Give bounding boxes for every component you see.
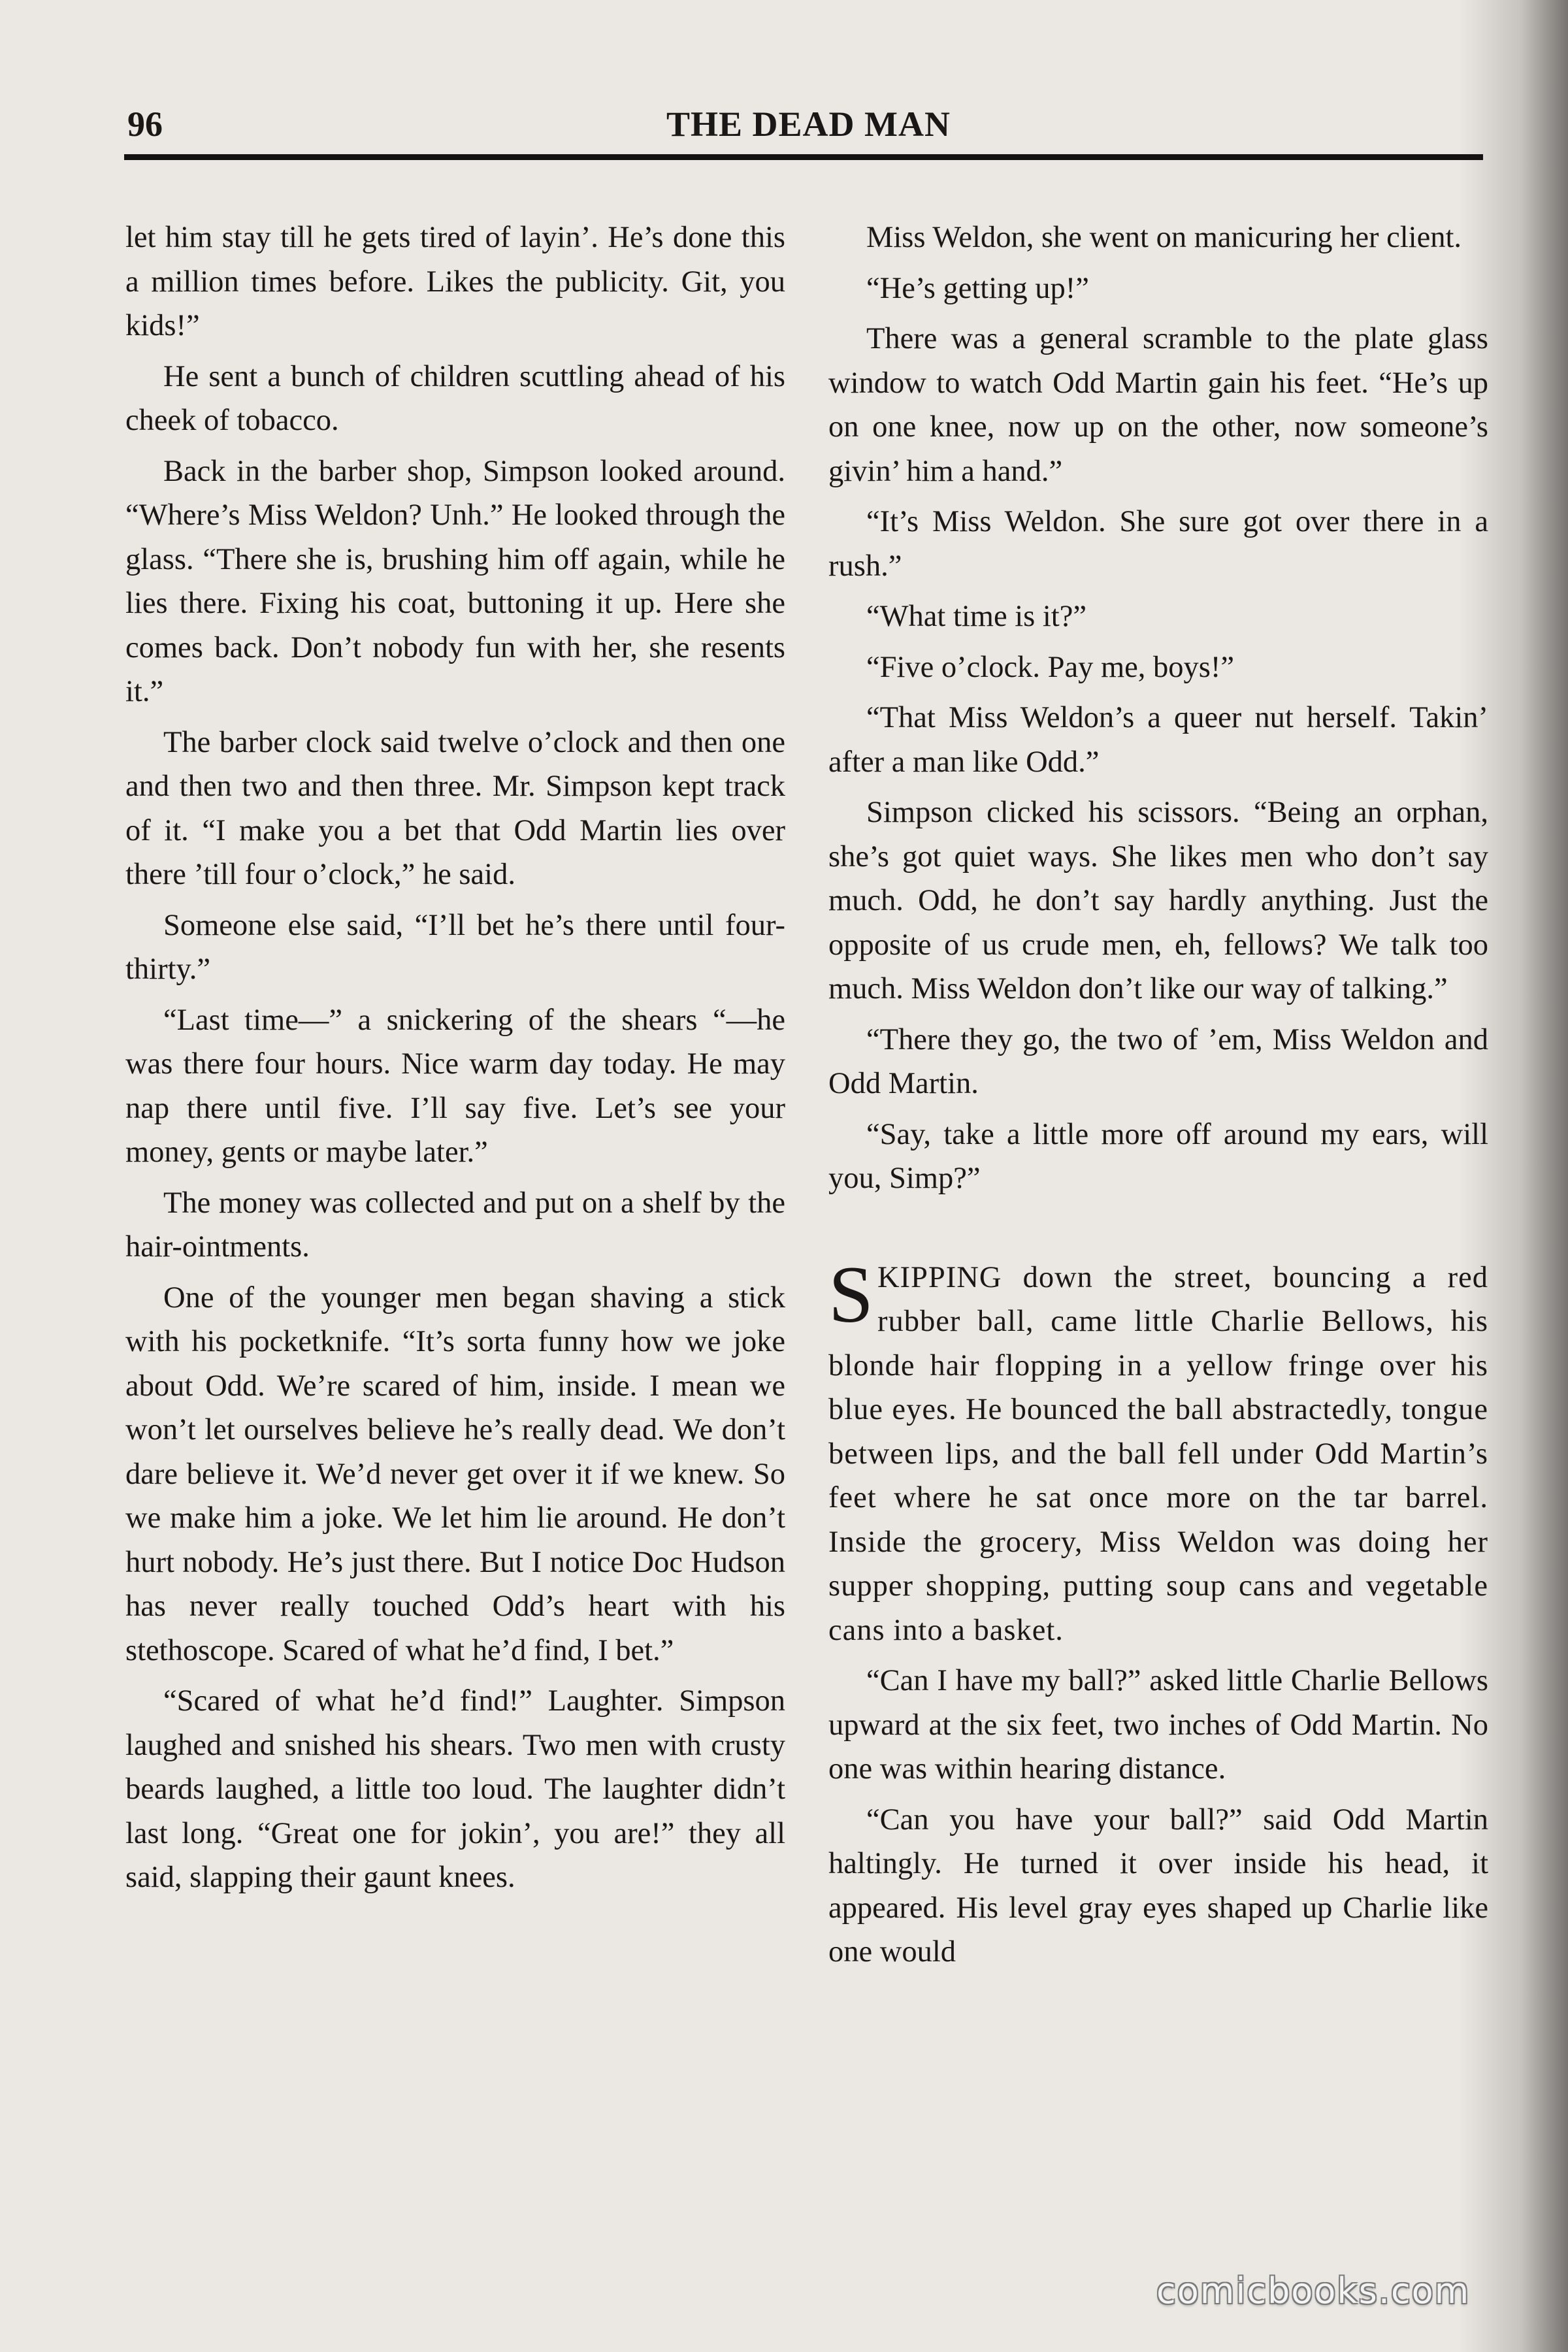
right-column: [828, 216, 1488, 1981]
paragraph: Back in the barber shop, Simpson looked around. “Where’s Miss Weldon? Unh.” He looked through the glass. “There she is, brushing him off again, while he lies there. Fixing his coat, buttoning it up. Here she comes back. Don’t nobody fun with her, she resents it.”: [125, 454, 785, 708]
paragraph: let him stay till he gets tired of layin’. He’s done this a million times before. Likes the publicity. Git, you kids!”: [125, 221, 785, 342]
paragraph: Someone else said, “I’ll bet he’s there until four-thirty.”: [125, 908, 785, 986]
paragraph: “Can you have your ball?” said Odd Martin haltingly. He turned it over inside his head, it appeared. His level gray eyes shaped up Charlie like one would: [828, 1803, 1488, 1968]
paragraph: The barber clock said twelve o’clock and then one and then two and then three. Mr. Simpson kept track of it. “I make you a bet that Odd Martin lies over there ’till four o’clock,” he said.: [125, 725, 785, 891]
paragraph: The money was collected and put on a shelf by the hair-ointments.: [125, 1186, 785, 1264]
paragraph: “Scared of what he’d find!” Laughter. Simpson laughed and snished his shears. Two men with crusty beards laughed, a little too loud. The laughter didn’t last long. “Great one for jokin’, you are!” they all said, slapping their gaunt knees.: [125, 1684, 785, 1894]
paragraph: “There they go, the two of ’em, Miss Weldon and Odd Martin.: [828, 1022, 1488, 1100]
running-title: THE DEAD MAN: [666, 105, 951, 144]
page-number: 96: [127, 105, 163, 144]
paragraph: Simpson clicked his scissors. “Being an orphan, she’s got quiet ways. She likes men who don’t say much. Odd, he don’t say hardly anything. Just the opposite of us crude men, eh, fellows? We talk too much. Miss Weldon don’t like our way of talking.”: [828, 796, 1488, 1005]
section-opening-text: KIPPING down the street, bouncing a red rubber ball, came little Charlie Bellows, his blonde hair flopping in a yellow fringe over his blue eyes. He bounced the ball abstractedly, tongue between lips, and the ball fell under Odd Martin’s feet where he sat once more on the tar barrel. Inside the grocery, Miss Weldon was doing her supper shopping, putting soup cans and vegetable cans into a basket.: [828, 1260, 1488, 1647]
paragraph: He sent a bunch of children scuttling ahead of his cheek of tobacco.: [125, 359, 785, 437]
paragraph: “Last time—” a snickering of the shears “—he was there four hours. Nice warm day today. He may nap there until five. I’ll say five. Let’s see your money, gents or maybe later.”: [125, 1003, 785, 1169]
paragraph: “What time is it?”: [866, 600, 1086, 633]
left-column: [125, 216, 785, 1906]
paragraph: “It’s Miss Weldon. She sure got over there in a rush.”: [828, 505, 1488, 583]
section-opening-paragraph: [828, 1249, 1488, 1653]
paragraph: “That Miss Weldon’s a queer nut herself. Takin’ after a man like Odd.”: [828, 701, 1488, 779]
paragraph: There was a general scramble to the plate glass window to watch Odd Martin gain his feet. “He’s up on one knee, now up on the other, now someone’s givin’ him a hand.”: [828, 322, 1488, 488]
paragraph: One of the younger men began shaving a stick with his pocketknife. “It’s sorta funny how we joke about Odd. We’re scared of him, inside. I mean we won’t let ourselves believe he’s really dead. We don’t dare believe it. We’d never get over it if we knew. So we make him a joke. We let him lie around. He don’t hurt nobody. He’s just there. But I notice Doc Hudson has never really touched Odd’s heart with his stethoscope. Scared of what he’d find, I bet.”: [125, 1281, 785, 1667]
drop-cap: S: [828, 1249, 874, 1339]
paragraph: “Five o’clock. Pay me, boys!”: [866, 650, 1235, 684]
running-head: [127, 101, 1490, 147]
watermark-logo: comicbooks.com: [1156, 2270, 1471, 2311]
paragraph: “Say, take a little more off around my ears, will you, Simp?”: [828, 1117, 1488, 1195]
paragraph: “Can I have my ball?” asked little Charlie Bellows upward at the six feet, two inches of Odd Martin. No one was within hearing distance.: [828, 1664, 1488, 1786]
paragraph: Miss Weldon, she went on manicuring her client.: [866, 221, 1462, 254]
paragraph: “He’s getting up!”: [866, 271, 1089, 305]
header-rule: [124, 154, 1483, 160]
